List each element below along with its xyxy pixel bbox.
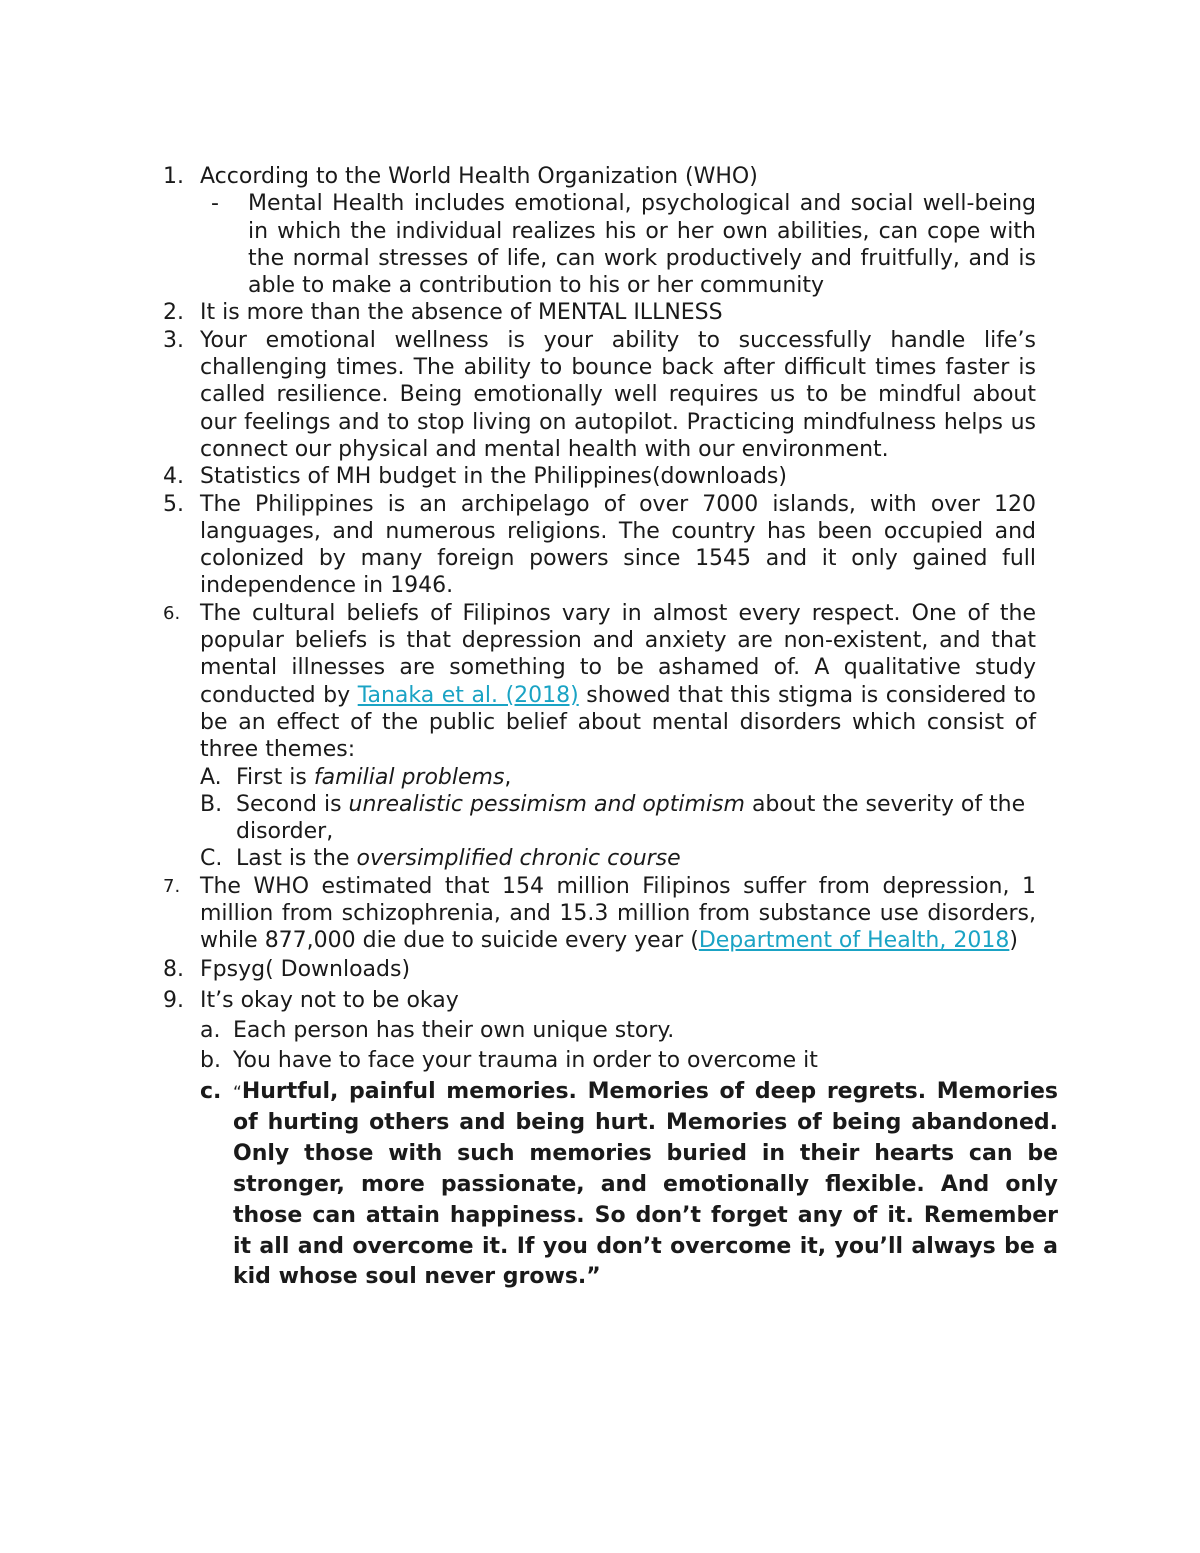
list-item-text-before: The cultural beliefs of Filipinos vary in almost every respect. One of the popular beliefs is that depression and anxiety are non-existent, and that mental illnesses are something to be ashamed of. A qualitative study conducted by [200, 600, 1036, 708]
theme-text-after: about the severity of the disorder, [236, 791, 1026, 845]
list-item-5 [163, 491, 1036, 600]
theme-label: B. [200, 791, 223, 817]
list-number: 9. [163, 987, 184, 1013]
list-item-text-after: ) [1009, 928, 1018, 954]
list-item-text: Your emotional wellness is your ability to successfully handle life’s challenging times. The ability to bounce back after difficult times faster is called resilience. Being emotionally well requires us to be mindful about our feelings and to stop living on autopilot. Practicing mindfulness helps us connect our physical and mental health with our environment. [200, 327, 1036, 462]
theme-text: First is [236, 764, 314, 790]
open-quote-mark: “ [233, 1082, 242, 1103]
subitem-label: a. [200, 1017, 221, 1043]
list-item-9 [163, 985, 1036, 1016]
subitem-text: Mental Health includes emotional, psychological and social well-being in which the individual realizes his or her own abilities, can cope with the normal stresses of life, can work productively and fruitfully, and is able to make a contribution to his or her community [248, 191, 1036, 299]
list-item-8 [163, 955, 1036, 985]
list-item-text-before: The WHO estimated that 154 million Filipinos suffer from depression, 1 million from schizophrenia, and 15.3 million from substance use disorders, while 877,000 die due to suicide every year ( [200, 873, 1036, 954]
quote-subitem-c [163, 1077, 1058, 1294]
list-item-text: According to the World Health Organization (WHO) [200, 164, 758, 189]
list-number: 2. [163, 300, 184, 326]
list-item-4 [163, 463, 1036, 490]
list-number: 1. [163, 164, 184, 189]
theme-emphasis: familial problems [313, 764, 505, 790]
list-number: 6. [163, 602, 181, 624]
list-item-text: It’s okay not to be okay [200, 987, 459, 1013]
list-item-text: The Philippines is an archipelago of over 7000 islands, with over 120 languages, and numerous religions. The country has been occupied and colonized by many foreign powers since 1545 and it only gained full independence in 1946. [200, 491, 1036, 599]
list-item-6 [163, 600, 1036, 764]
subitem-label: c. [200, 1078, 222, 1104]
theme-text: Second is [236, 791, 349, 817]
document-body [163, 163, 1058, 1293]
list-number: 8. [163, 956, 184, 982]
list-number: 7. [163, 875, 181, 897]
subitem-a [163, 1016, 1036, 1047]
doh-citation-link[interactable]: Department of Health, 2018 [698, 928, 1010, 954]
theme-text: Last is the [236, 846, 357, 872]
theme-label: C. [200, 846, 223, 872]
subitem-b [163, 1046, 1036, 1077]
list-item-3 [163, 327, 1036, 463]
subitem-text: You have to face your trauma in order to overcome it [233, 1048, 818, 1074]
list-item-text: It is more than the absence of MENTAL ILLNESS [200, 300, 723, 326]
tanaka-citation-link[interactable]: Tanaka et al. (2018) [357, 682, 579, 708]
list-number: 5. [163, 491, 184, 517]
theme-emphasis: unrealistic pessimism and optimism [348, 791, 745, 817]
list-item-1 [163, 163, 1036, 190]
theme-item-a [163, 764, 1036, 791]
theme-item-c [163, 845, 1036, 872]
list-item-text: Fpsyg( Downloads) [200, 956, 411, 982]
list-item-text: Statistics of MH budget in the Philippines(downloads) [200, 464, 787, 490]
quote-text: Hurtful, painful memories. Memories of deep regrets. Memories of hurting others and being hurt. Memories of being abandoned. Only those with such memories buried in their hearts can be stronger, more passionate, and emotionally flexible. And only those can attain happiness. So don’t forget any of it. Remember it all and overcome it. If you don’t overcome it, you’ll always be a kid whose soul never grows.” [233, 1078, 1058, 1290]
theme-label: A. [200, 764, 222, 790]
list-number: 4. [163, 464, 184, 490]
list-number: 3. [163, 327, 184, 353]
subitem-label: b. [200, 1048, 221, 1074]
theme-emphasis: oversimplified chronic course [356, 846, 681, 872]
list-item-7 [163, 873, 1036, 955]
dash-bullet: - [211, 191, 219, 217]
theme-text-after: , [504, 764, 512, 790]
subitem-text: Each person has their own unique story. [233, 1017, 675, 1043]
dash-subitem [163, 190, 1036, 299]
theme-item-b [163, 791, 1036, 846]
list-item-2 [163, 299, 1036, 326]
list-item-text-after: showed that this stigma is considered to be an effect of the public belief about mental disorders which consist of three themes: [200, 682, 1037, 763]
